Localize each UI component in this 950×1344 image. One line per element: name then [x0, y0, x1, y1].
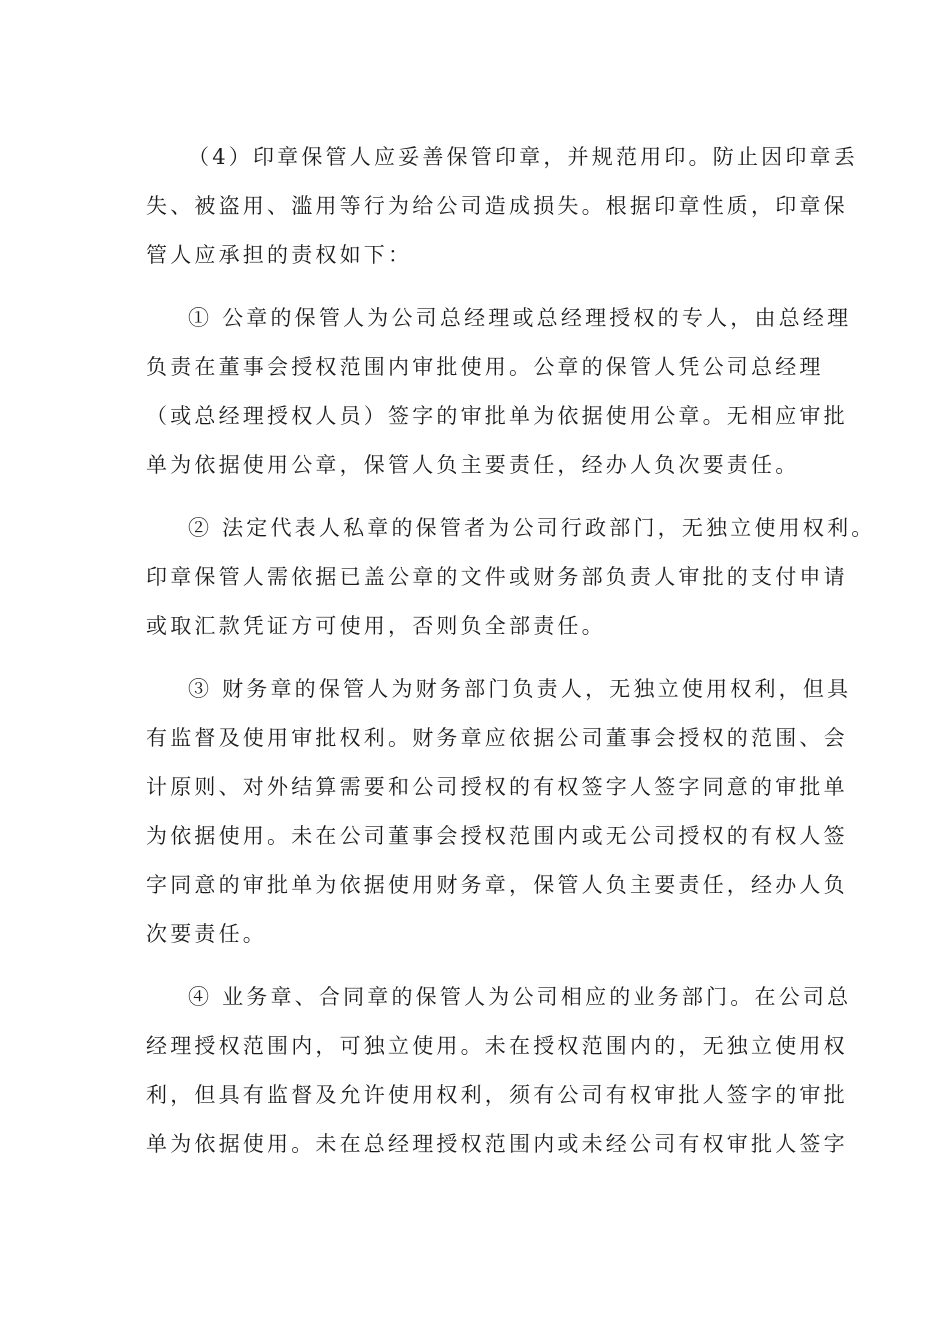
text-line: ③ 财务章的保管人为财务部门负责人，无独立使用权利，但具 — [188, 677, 852, 701]
paragraph-legal-representative-seal — [146, 504, 876, 651]
text-line: 字同意的审批单为依据使用财务章，保管人负主要责任，经办人负 — [146, 873, 848, 897]
text-line: 管人应承担的责权如下： — [146, 243, 413, 267]
text-line: 单为依据使用公章，保管人负主要责任，经办人负次要责任。 — [146, 453, 800, 477]
text-line: 或取汇款凭证方可使用，否则负全部责任。 — [146, 614, 606, 638]
text-line: 次要责任。 — [146, 922, 267, 946]
text-line: 失、被盗用、滥用等行为给公司造成损失。根据印章性质，印章保 — [146, 194, 848, 218]
paragraph-official-seal — [146, 294, 852, 490]
text-line: ④ 业务章、合同章的保管人为公司相应的业务部门。在公司总 — [188, 985, 852, 1009]
text-line: （4）印章保管人应妥善保管印章，并规范用印。防止因印章丢 — [188, 145, 858, 169]
paragraph-finance-seal — [146, 665, 852, 959]
text-line: 单为依据使用。未在总经理授权范围内或未经公司有权审批人签字 — [146, 1132, 848, 1156]
text-line: 利，但具有监督及允许使用权利，须有公司有权审批人签字的审批 — [146, 1083, 848, 1107]
text-line: 为依据使用。未在公司董事会授权范围内或无公司授权的有权人签 — [146, 824, 848, 848]
document-body — [146, 133, 876, 1183]
text-line: （或总经理授权人员）签字的审批单为依据使用公章。无相应审批 — [146, 404, 848, 428]
paragraph-business-contract-seal — [146, 973, 852, 1169]
text-line: 经理授权范围内，可独立使用。未在授权范围内的，无独立使用权 — [146, 1034, 848, 1058]
paragraph-seal-custodian-duties — [146, 133, 858, 280]
text-line: 计原则、对外结算需要和公司授权的有权签字人签字同意的审批单 — [146, 775, 848, 799]
text-line: ① 公章的保管人为公司总经理或总经理授权的专人，由总经理 — [188, 306, 852, 330]
text-line: 有监督及使用审批权利。财务章应依据公司董事会授权的范围、会 — [146, 726, 848, 750]
text-line: ② 法定代表人私章的保管者为公司行政部门，无独立使用权利。 — [188, 516, 876, 540]
text-line: 印章保管人需依据已盖公章的文件或财务部负责人审批的支付申请 — [146, 565, 848, 589]
text-line: 负责在董事会授权范围内审批使用。公章的保管人凭公司总经理 — [146, 355, 824, 379]
